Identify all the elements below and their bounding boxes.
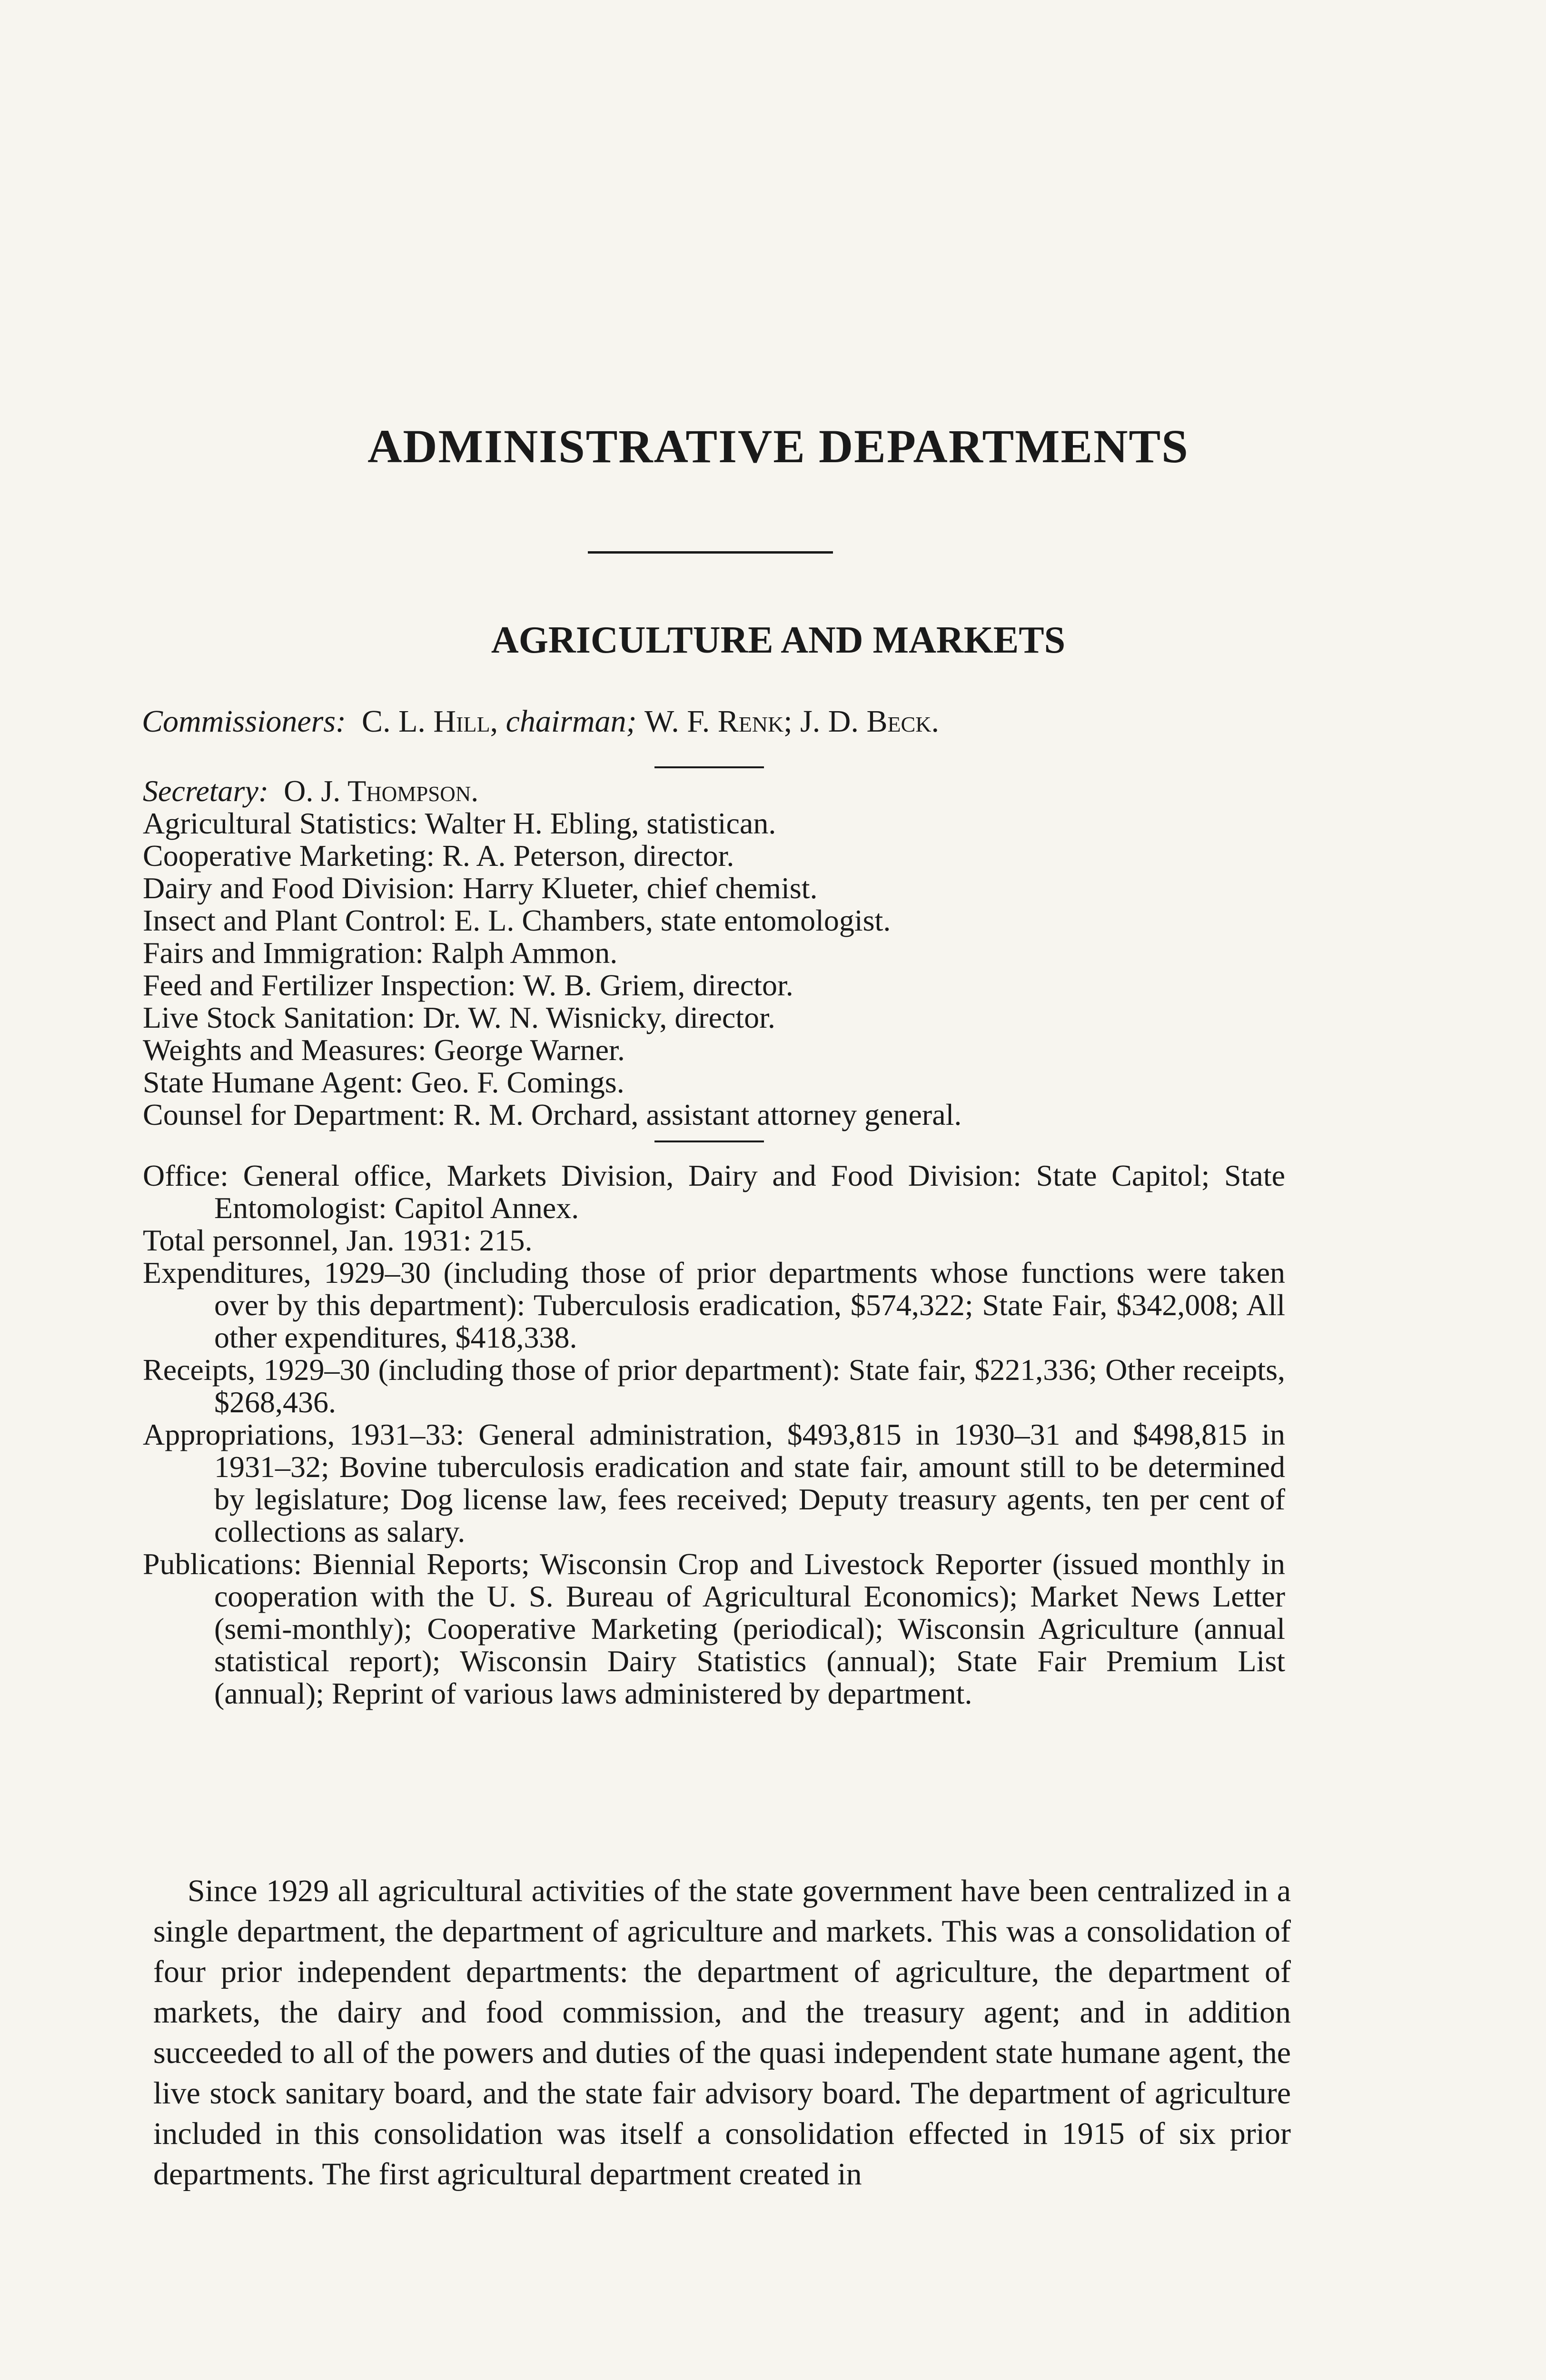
staff-list (143, 775, 1428, 1131)
staff-item: State Humane Agent: Geo. F. Comings. (143, 1065, 624, 1099)
commissioner-name-1: C. L. Hill, (362, 704, 498, 739)
secretary-name: O. J. Thompson. (284, 774, 479, 808)
staff-item: Cooperative Marketing: R. A. Peterson, director. (143, 839, 734, 873)
staff-item: Agricultural Statistics: Walter H. Ebling, statistican. (143, 806, 776, 840)
detail-appropriations: Appropriations, 1931–33: General administration, $493,815 in 1930–31 and $498,815 in 1931–32; Bovine tuberculosis eradication and state fair, amount still to be determined by legislature; Dog license law, fees received; Deputy treasury agents, ten per cent of collections as salary. (143, 1418, 1285, 1548)
commissioner-name-2: W. F. Renk; (644, 704, 793, 739)
staff-item: Feed and Fertilizer Inspection: W. B. Griem, director. (143, 968, 793, 1002)
commissioner-name-3: J. D. Beck. (800, 704, 939, 739)
detail-receipts: Receipts, 1929–30 (including those of prior department): State fair, $221,336; Other receipts, $268,436. (143, 1353, 1285, 1419)
commissioners-label: Commissioners: (142, 704, 347, 739)
commissioner-role-1: chairman; (505, 704, 637, 739)
staff-item: Fairs and Immigration: Ralph Ammon. (143, 936, 618, 970)
detail-personnel: Total personnel, Jan. 1931: 215. (143, 1223, 533, 1257)
staff-item: Insect and Plant Control: E. L. Chambers, state entomologist. (143, 903, 891, 937)
staff-item: Weights and Measures: George Warner. (143, 1033, 625, 1067)
staff-item: Dairy and Food Division: Harry Klueter, chief chemist. (143, 871, 818, 905)
secretary-label: Secretary: (143, 774, 269, 808)
staff-divider (654, 1140, 764, 1142)
detail-publications: Publications: Biennial Reports; Wisconsin Crop and Livestock Reporter (issued monthly in cooperation with the U. S. Bureau of Agricultural Economics); Market News Letter (semi-monthly); Cooperative Marketing (periodical); Wisconsin Agriculture (annual statistical report); Wisconsin Dairy Statistics (annual); State Fair Premium List (annual); Reprint of various laws administered by department. (143, 1547, 1285, 1710)
detail-office: Office: General office, Markets Division, Dairy and Food Division: State Capitol; State Entomologist: Capitol Annex. (143, 1159, 1285, 1225)
main-title: ADMINISTRATIVE DEPARTMENTS (367, 420, 1189, 473)
body-paragraph: Since 1929 all agricultural activities of the state government have been centralized in a single department, the department of agriculture and markets. This was a consolidation of four prior independent departments: the department of agriculture, the department of markets, the dairy and food commission, and the treasury agent; and in addition succeeded to all of the powers and duties of the quasi independent state humane agent, the live stock sanitary board, and the state fair advisory board. The department of agriculture included in this consolidation was itself a consolidation effected in 1915 of six prior departments. The first agricultural department created in (153, 1874, 1291, 2192)
commissioners-divider (654, 766, 764, 768)
staff-item: Live Stock Sanitation: Dr. W. N. Wisnicky, director. (143, 1001, 775, 1034)
secretary-line (143, 775, 1428, 807)
commissioners-line (142, 704, 1427, 740)
section-title: AGRICULTURE AND MARKETS (491, 619, 1066, 661)
department-details (143, 1160, 1285, 1710)
title-divider (588, 551, 833, 554)
detail-expenditures: Expenditures, 1929–30 (including those of prior departments whose functions were taken over by this department): Tuberculosis eradication, $574,322; State Fair, $342,008; All other expenditures, $418,338. (143, 1256, 1285, 1354)
staff-item: Counsel for Department: R. M. Orchard, assistant attorney general. (143, 1098, 962, 1131)
